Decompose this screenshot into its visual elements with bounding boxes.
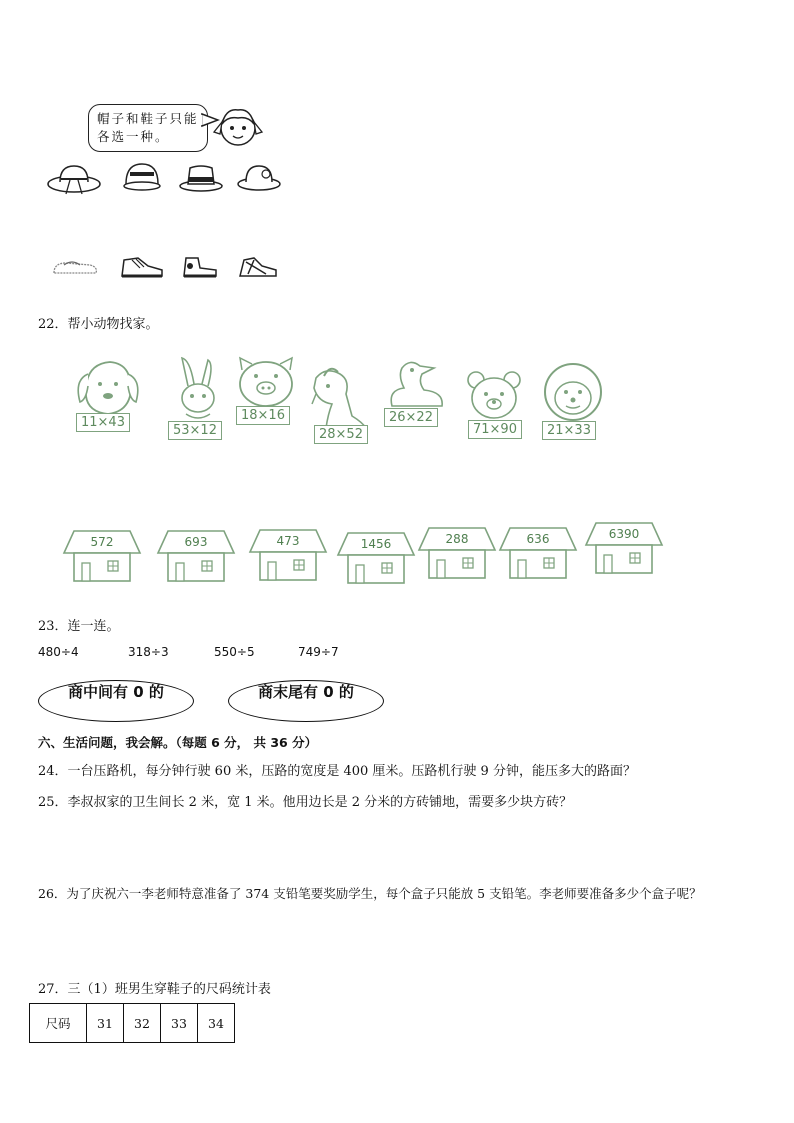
shoe-size-table — [29, 1003, 235, 1043]
division-item[interactable]: 318÷3 — [128, 645, 169, 659]
house-number: 693 — [184, 535, 208, 549]
house[interactable] — [62, 527, 142, 587]
house-number: 288 — [445, 532, 469, 546]
house[interactable] — [336, 529, 416, 589]
question-26: 26．为了庆祝六一李老师特意准备了 374 支铅笔要奖励学生，每个盒子只能放 5 支铅笔。李老师要准备多少个盒子呢？ — [38, 886, 702, 901]
oval-label: 商中间有 0 的 — [68, 683, 164, 701]
house-number: 6390 — [608, 527, 640, 541]
table-cell: 31 — [87, 1004, 124, 1043]
house[interactable] — [156, 527, 236, 587]
bear-icon — [464, 368, 524, 424]
boot-icon[interactable] — [176, 252, 224, 282]
animal-card-rabbit[interactable]: 53×12 — [168, 421, 222, 440]
speech-bubble — [88, 104, 208, 152]
table-cell: 33 — [161, 1004, 198, 1043]
sneaker-icon[interactable] — [118, 250, 166, 282]
dog-icon — [66, 356, 150, 446]
question-25: 25．李叔叔家的卫生间长 2 米，宽 1 米。他用边长是 2 分米的方砖铺地，需要多少块方砖？ — [38, 795, 573, 810]
table-header-cell: 尺码 — [30, 1004, 87, 1043]
fedora-icon[interactable] — [178, 162, 224, 194]
house[interactable] — [248, 526, 328, 586]
animal-card-goat[interactable]: 28×52 — [314, 425, 368, 444]
house-number: 572 — [90, 535, 114, 549]
table-row — [30, 1004, 235, 1043]
animal-card-dog[interactable]: 11×43 — [76, 413, 130, 432]
table-cell: 32 — [124, 1004, 161, 1043]
house-number: 1456 — [360, 537, 392, 551]
question-24: 24．一台压路机，每分钟行驶 60 米，压路的宽度是 400 厘米。压路机行驶 9 分钟，能压多大的路面？ — [38, 764, 636, 779]
division-item[interactable]: 749÷7 — [298, 645, 339, 659]
animal-card-duck[interactable]: 26×22 — [384, 408, 438, 427]
slipper-icon[interactable] — [50, 255, 100, 279]
question-27-title: 27．三（1）班男生穿鞋子的尺码统计表 — [38, 982, 271, 997]
animal-card-monkey[interactable]: 21×33 — [542, 421, 596, 440]
section-heading: 六、生活问题，我会解。（每题 6 分， 共 36 分） — [38, 735, 318, 750]
oval-middle-zero[interactable] — [38, 680, 194, 722]
rabbit-icon — [164, 356, 234, 426]
table-cell: 34 — [198, 1004, 235, 1043]
oval-label: 商末尾有 0 的 — [258, 683, 354, 701]
house[interactable] — [584, 519, 664, 579]
oval-end-zero[interactable] — [228, 680, 384, 722]
duck-icon — [382, 356, 450, 412]
flower-hat-icon[interactable] — [236, 160, 282, 194]
girl-face-icon — [210, 98, 268, 154]
house[interactable] — [498, 524, 578, 584]
question-23-title: 23．连一连。 — [38, 619, 120, 634]
monkey-icon — [538, 360, 608, 424]
pig-icon — [234, 356, 298, 412]
house-number: 473 — [276, 534, 300, 548]
animal-card-bear[interactable]: 71×90 — [468, 420, 522, 439]
speech-text: 帽子和鞋子只能各选一种。 — [97, 111, 199, 144]
animal-card-pig[interactable]: 18×16 — [236, 406, 290, 425]
question-22-title: 22．帮小动物找家。 — [38, 317, 159, 332]
sandal-icon[interactable] — [236, 252, 280, 282]
house[interactable] — [417, 524, 497, 584]
sun-hat-icon[interactable] — [46, 160, 102, 198]
cap-icon[interactable] — [120, 160, 164, 196]
house-number: 636 — [526, 532, 550, 546]
division-item[interactable]: 480÷4 — [38, 645, 79, 659]
division-item[interactable]: 550÷5 — [214, 645, 255, 659]
